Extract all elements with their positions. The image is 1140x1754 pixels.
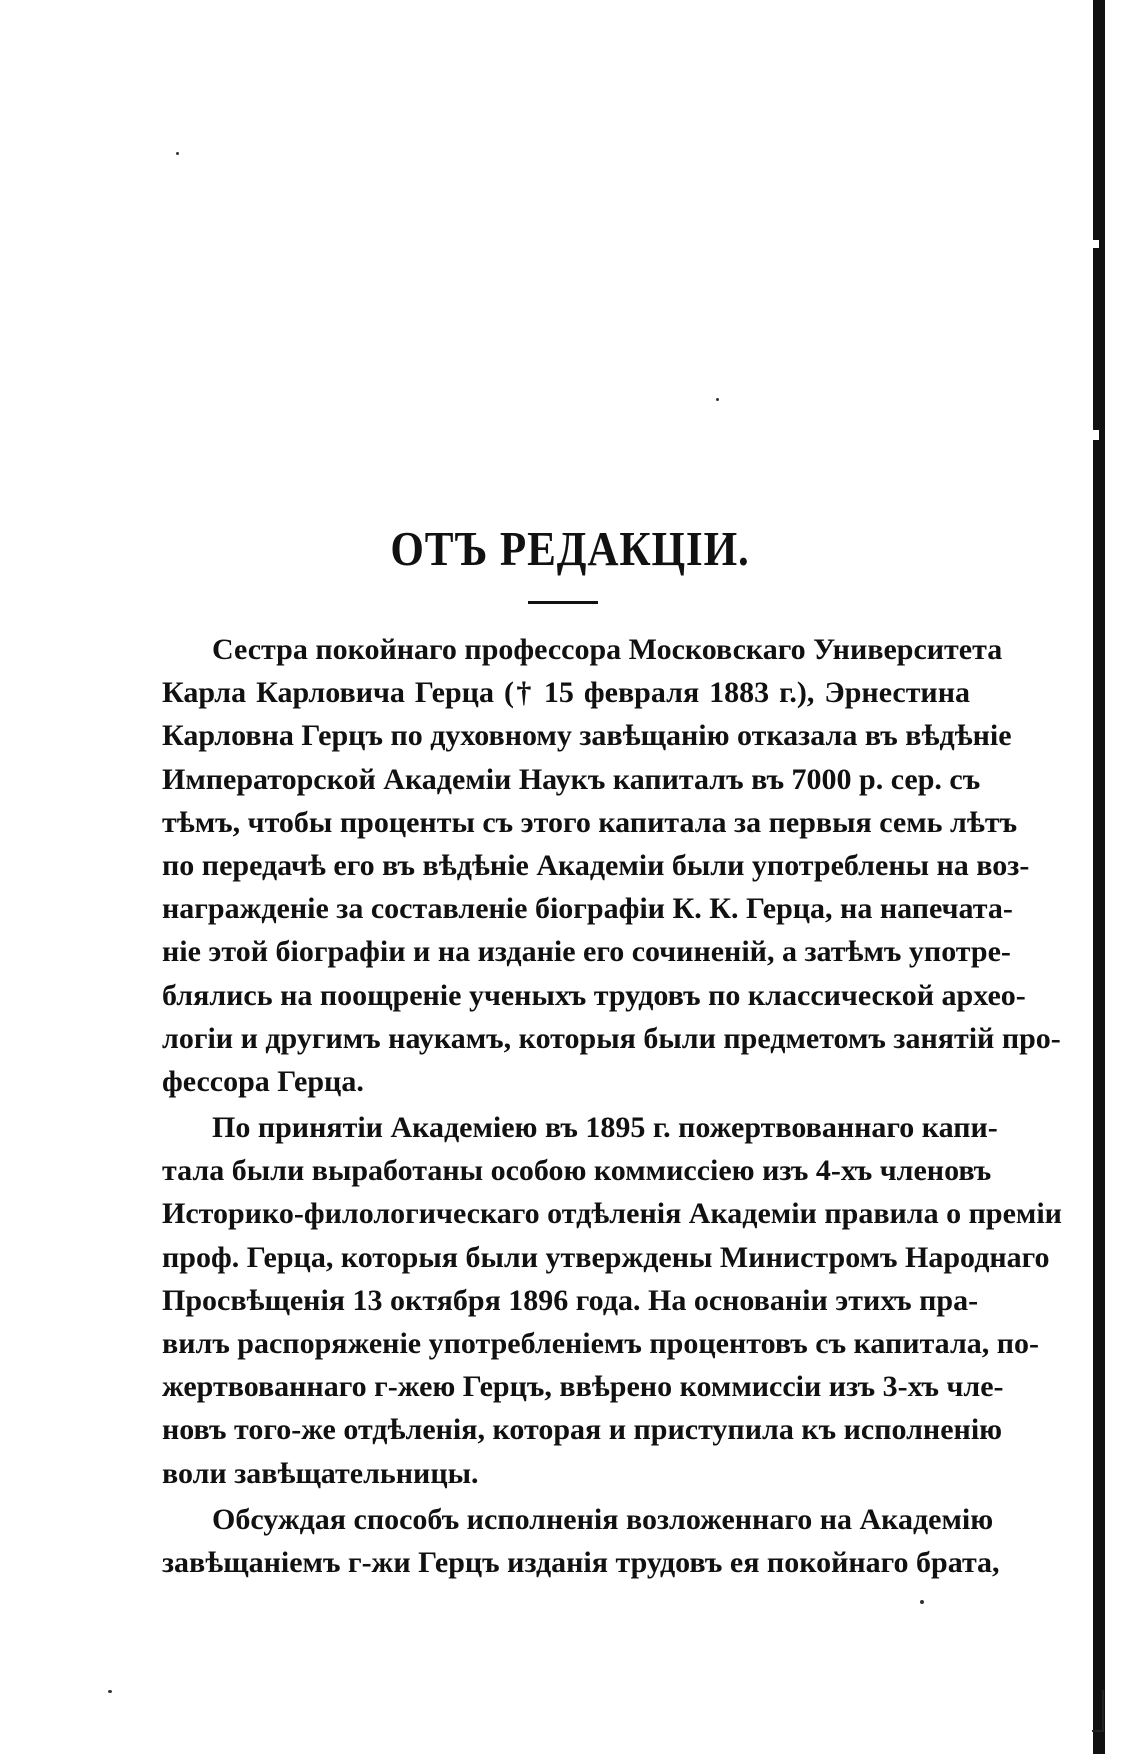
text-line: завѣщаніемъ г-жи Герцъ изданія трудовъ ея покойнаго брата, xyxy=(162,1545,1000,1579)
page-heading: ОТЪ РЕДАКЦІИ. xyxy=(390,521,750,576)
text-line: проф. Герца, которыя были утверждены Министромъ Народнаго xyxy=(162,1240,1050,1274)
scan-speck xyxy=(108,1690,112,1693)
paragraph-1 xyxy=(162,628,1061,1103)
text-line: блялись на поощреніе ученыхъ трудовъ по классической археo- xyxy=(162,978,1026,1012)
text-line: Просвѣщенія 13 октября 1896 года. На основаніи этихъ пра- xyxy=(162,1283,979,1317)
text-line: Обсуждая способъ исполненія возложеннаго на Академію xyxy=(212,1502,994,1536)
text-line: Императорской Академіи Наукъ капиталъ въ 7000 р. сер. съ xyxy=(162,762,981,796)
text-line: новъ того-же отдѣленія, которая и приступила къ исполненію xyxy=(162,1413,1003,1447)
text-line: Карла Карловича Герца († 15 февраля 1883 г.), Эрнестина xyxy=(162,676,970,710)
text-line: воли завѣщательницы. xyxy=(162,1456,479,1490)
text-line: награжденіе за составленіе біографіи К. К. Герца, на напечата- xyxy=(162,892,1013,926)
text-line: Сестра покойнаго профессора Московскаго Университета xyxy=(212,633,1003,666)
text-line: ніе этой біографіи и на изданіе его сочиненій, а затѣмъ употре- xyxy=(162,935,1011,969)
text-line: тѣмъ, чтобы проценты съ этого капитала за первыя семь лѣтъ xyxy=(162,805,1018,839)
scan-speck xyxy=(176,152,179,155)
text-line: логіи и другимъ наукамъ, которыя были предметомъ занятій про- xyxy=(162,1021,1061,1055)
body-text xyxy=(162,628,1062,1587)
text-line: тала были выработаны особою коммиссіею изъ 4-хъ членовъ xyxy=(162,1154,992,1188)
paragraph-2 xyxy=(162,1106,1062,1495)
text-line: фессора Герца. xyxy=(162,1064,364,1098)
text-line: Карловна Герцъ по духовному завѣщанію отказала въ вѣдѣніе xyxy=(162,719,1012,753)
heading-rule xyxy=(528,601,598,604)
edge-gap xyxy=(1093,430,1099,440)
text-line: жертвованнаго г-жею Герцъ, ввѣрено коммиссіи изъ 3-хъ чле- xyxy=(162,1370,1004,1404)
page-edge-shadow xyxy=(1093,0,1105,1754)
scan-speck xyxy=(716,398,719,401)
edge-gap xyxy=(1093,240,1099,248)
text-line: по передачѣ его въ вѣдѣніе Академіи были употреблены на воз- xyxy=(162,848,1030,882)
scan-corner-mark xyxy=(1092,1690,1104,1732)
text-line: По принятіи Академіею въ 1895 г. пожертвованнаго капи- xyxy=(212,1111,998,1145)
scan-speck xyxy=(920,1600,924,1604)
text-line: Историко-филологическаго отдѣленія Академіи правила о преміи xyxy=(162,1197,1062,1231)
paragraph-3 xyxy=(162,1498,1000,1584)
text-line: вилъ распоряженіе употребленіемъ процентовъ съ капитала, по- xyxy=(162,1327,1040,1360)
